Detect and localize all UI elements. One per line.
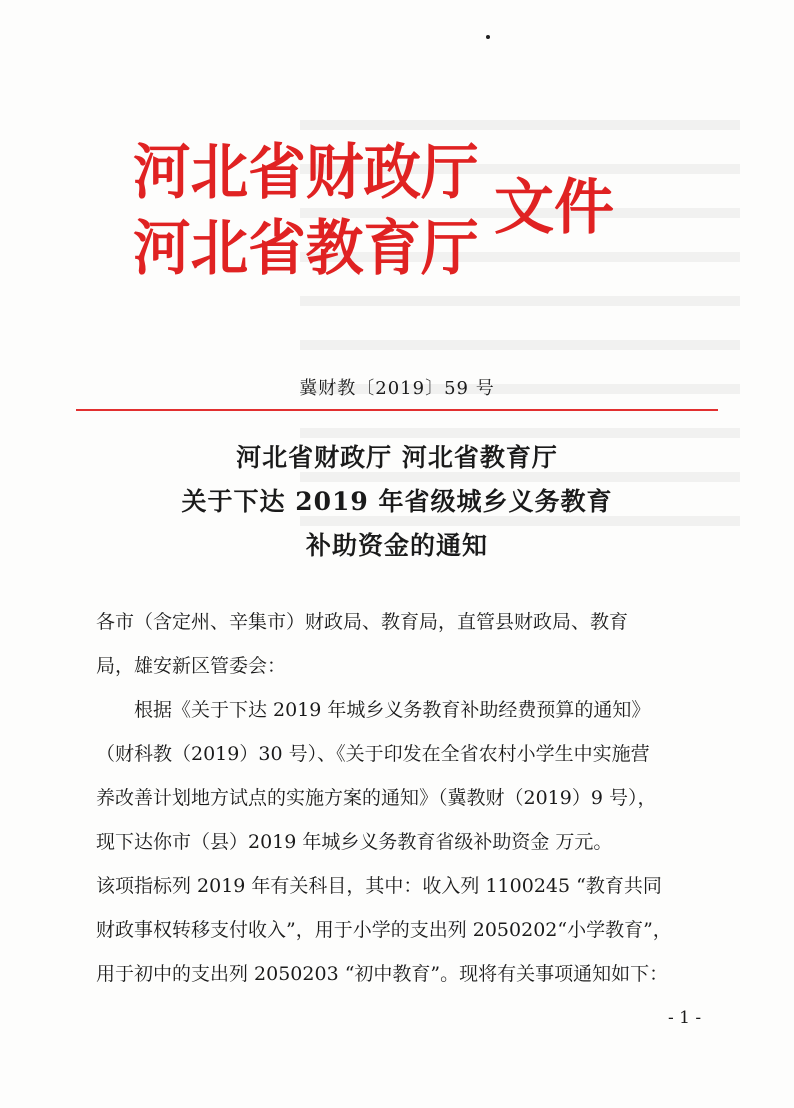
document-number: 冀财教〔2019〕59 号 [299,378,495,399]
body-line-5: 该项指标列 2019 年有关科目，其中：收入列 1100245 “教育共同 [96,875,662,897]
addressee [96,600,710,688]
body-line-4: 现下达你市（县）2019 年城乡义务教育省级补助资金 万元。 [96,831,613,853]
header-document-word: 文件 [494,173,614,243]
title-line-1: 河北省财政厅 河北省教育厅 [236,443,558,472]
body-paragraph [96,688,710,996]
red-divider-line [76,409,718,411]
red-header [133,135,493,287]
page-number: - 1 - [668,1008,702,1028]
addressee-line-2: 局，雄安新区管委会： [96,655,287,677]
header-issuer-1: 河北省财政厅 [133,138,479,208]
title-line-2: 关于下达 2019 年省级城乡义务教育 [181,487,613,516]
header-issuer-2: 河北省教育厅 [133,214,479,284]
speck [486,35,490,39]
body-line-6: 财政事权转移支付收入”，用于小学的支出列 2050202“小学教育”， [96,919,672,941]
body-line-2: （财科教（2019）30 号）、《关于印发在全省农村小学生中实施营 [96,743,650,765]
body-line-7: 用于初中的支出列 2050203 “初中教育”。现将有关事项通知如下： [96,963,669,985]
title-line-3: 补助资金的通知 [305,531,488,560]
addressee-line-1: 各市（含定州、辛集市）财政局、教育局，直管县财政局、教育 [96,611,629,633]
body-line-3: 养改善计划地方试点的实施方案的通知》（冀教财（2019）9 号）， [96,787,657,809]
body-line-1: 根据《关于下达 2019 年城乡义务教育补助经费预算的通知》 [134,699,651,721]
